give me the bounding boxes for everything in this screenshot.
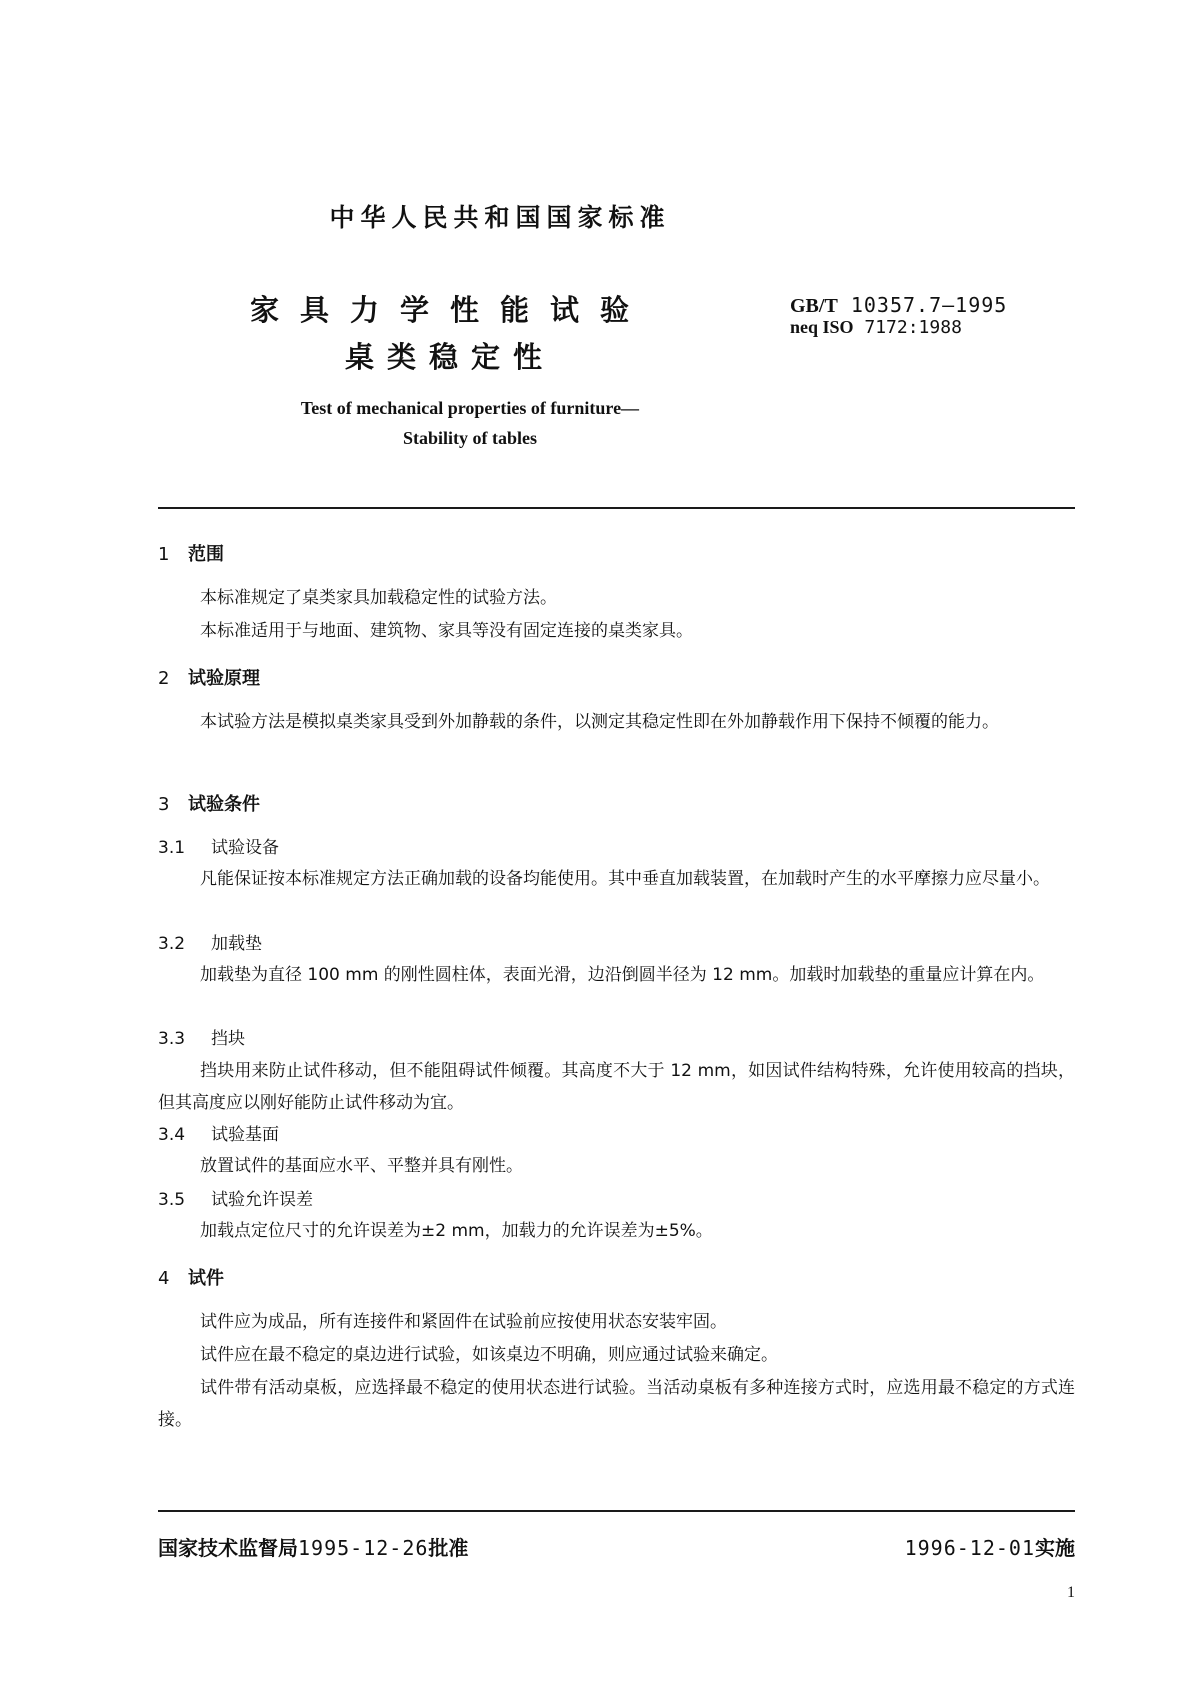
standard-code-number: 10357.7—1995: [850, 293, 1008, 317]
section-number: 1: [158, 544, 170, 565]
standard-code-prefix: GB/T: [790, 295, 838, 317]
subsection-title: 试验基面: [211, 1125, 279, 1145]
approval-org: 国家技术监督局: [158, 1536, 298, 1560]
section-number: 4: [158, 1268, 170, 1289]
adoption-number: 7172:1988: [864, 317, 962, 338]
subsection-number: 3.2: [158, 934, 186, 954]
approval-word: 批准: [428, 1536, 469, 1560]
subsection-3-1-text: 凡能保证按本标准规定方法正确加载的设备均能使用。其中垂直加载装置，在加载时产生的水平摩擦力应尽量小。: [200, 869, 1050, 889]
subsection-number: 3.3: [158, 1029, 186, 1049]
subsection-title: 试验允许误差: [211, 1190, 313, 1210]
subsection-3-5-heading: [158, 1185, 313, 1210]
footer-divider: [158, 1510, 1075, 1512]
section-number: 3: [158, 794, 170, 815]
effective-date: 1996-12-01: [904, 1536, 1035, 1560]
section-1-paragraph-2: 本标准适用于与地面、建筑物、家具等没有固定连接的桌类家具。: [200, 621, 693, 641]
section-4-heading: [158, 1264, 224, 1290]
document-title-en-line1: Test of mechanical properties of furniture—: [300, 398, 640, 418]
approval-line: [158, 1532, 468, 1561]
effective-line: [780, 1532, 1075, 1561]
adoption-reference: [790, 317, 962, 338]
header-divider: [158, 507, 1075, 509]
adoption-prefix: neq ISO: [790, 317, 854, 337]
document-title-cn-line1: 家具力学性能试验: [249, 293, 650, 327]
effective-word: 实施: [1035, 1536, 1075, 1560]
section-2-heading: [158, 664, 260, 690]
section-1-paragraph-1: 本标准规定了桌类家具加载稳定性的试验方法。: [200, 588, 557, 608]
section-title: 试验条件: [188, 794, 260, 815]
section-2-paragraph-1: 本试验方法是模拟桌类家具受到外加静载的条件，以测定其稳定性即在外加静载作用下保持不倾覆的能力。: [200, 712, 999, 732]
section-3-heading: [158, 790, 260, 816]
subsection-title: 试验设备: [211, 838, 279, 858]
subsection-3-2-heading: [158, 929, 262, 954]
subsection-number: 3.4: [158, 1125, 186, 1145]
subsection-3-4-text: 放置试件的基面应水平、平整并具有刚性。: [200, 1156, 523, 1176]
subsection-3-2-text: 加载垫为直径 100 mm 的刚性圆柱体，表面光滑，边沿倒圆半径为 12 mm。加载时加载垫的重量应计算在内。: [200, 965, 1045, 985]
subsection-3-4-heading: [158, 1120, 279, 1145]
section-1-heading: [158, 540, 224, 566]
section-4-paragraph-3: 试件带有活动桌板，应选择最不稳定的使用状态进行试验。当活动桌板有多种连接方式时，应选用最不稳定的方式连接。: [158, 1378, 1075, 1430]
section-4-paragraph-1: 试件应为成品，所有连接件和紧固件在试验前应按使用状态安装牢固。: [200, 1312, 727, 1332]
subsection-number: 3.1: [158, 838, 186, 858]
subsection-title: 挡块: [211, 1029, 245, 1049]
subsection-3-3-text: 挡块用来防止试件移动，但不能阻碍试件倾覆。其高度不大于 12 mm，如因试件结构特殊，允许使用较高的挡块，但其高度应以刚好能防止试件移动为宜。: [158, 1061, 1075, 1113]
subsection-3-5-text: 加载点定位尺寸的允许误差为±2 mm，加载力的允许误差为±5%。: [200, 1221, 713, 1241]
subsection-3-3-heading: [158, 1024, 245, 1049]
approval-date: 1995-12-26: [298, 1536, 429, 1560]
section-title: 试验原理: [188, 668, 260, 689]
subsection-3-1-heading: [158, 833, 279, 858]
national-standard-title: 中华人民共和国国家标准: [329, 203, 671, 232]
standard-code: [790, 293, 1007, 318]
section-title: 范围: [188, 544, 224, 565]
subsection-title: 加载垫: [211, 934, 262, 954]
page-number: 1: [1067, 1584, 1075, 1601]
document-title-en-line2: Stability of tables: [402, 428, 537, 448]
section-title: 试件: [188, 1268, 224, 1289]
document-title-cn-line2: 桌类稳定性: [344, 340, 555, 374]
subsection-number: 3.5: [158, 1190, 186, 1210]
section-4-paragraph-2: 试件应在最不稳定的桌边进行试验，如该桌边不明确，则应通过试验来确定。: [200, 1345, 778, 1365]
section-number: 2: [158, 668, 170, 689]
